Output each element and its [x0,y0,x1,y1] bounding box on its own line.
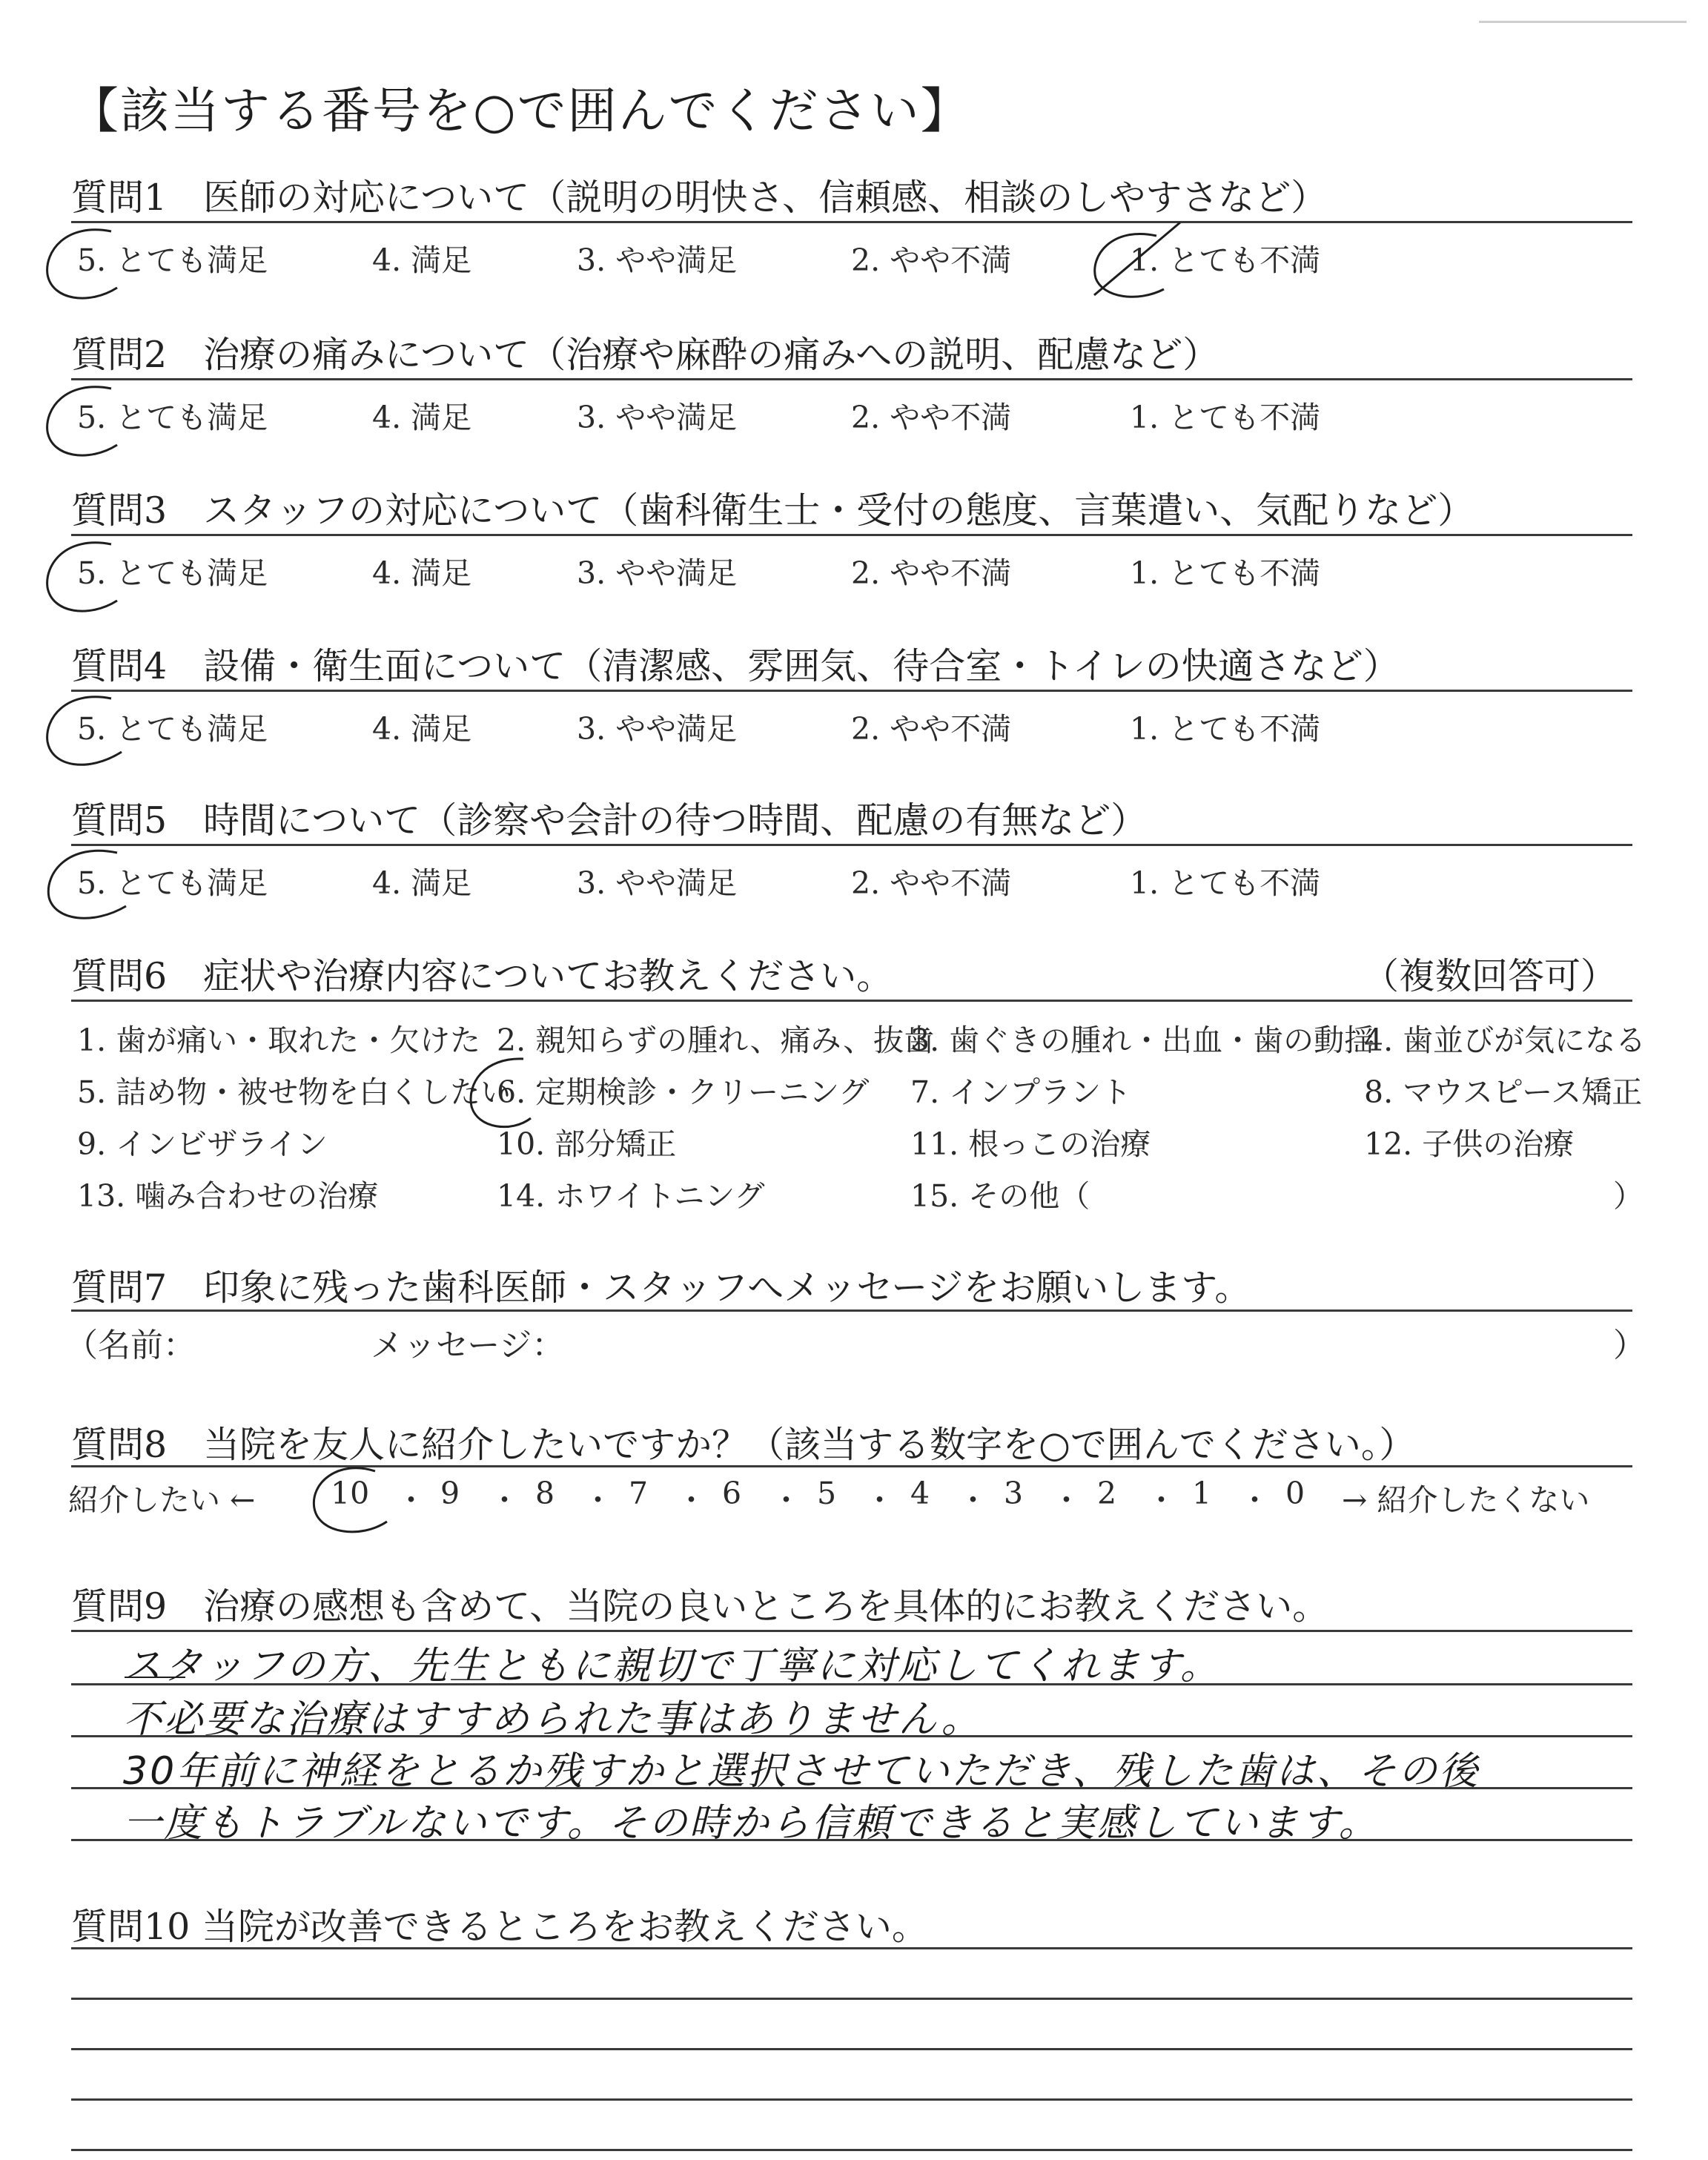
q3-option-3[interactable]: 3. やや満足 [577,555,738,591]
q8-dot: ・ [396,1482,426,1518]
question-6-rule [71,1000,1632,1002]
question-7-title: 質問7 印象に残った歯科医師・スタッフへメッセージをお願いします。 [71,1266,1251,1309]
question-10-rule-4 [71,2098,1632,2101]
q6-item-7[interactable]: 7. インプラント [910,1074,1132,1110]
question-5-title: 質問5 時間について（診察や会計の待つ時間、配慮の有無など） [71,799,1148,842]
q6-item-2[interactable]: 2. 親知らずの腫れ、痛み、抜歯 [497,1023,935,1058]
top-edge-line [1479,21,1687,23]
q4-option-4[interactable]: 4. 満足 [372,711,472,747]
q8-dot: ・ [1239,1482,1270,1518]
q8-score-6[interactable]: 6 [722,1476,742,1511]
question-6-note: （複数回答可） [1363,955,1618,997]
q8-dot: ・ [1146,1482,1176,1518]
q6-item-8[interactable]: 8. マウスピース矯正 [1364,1074,1643,1110]
question-2-rule [71,378,1632,380]
q6-item-13[interactable]: 13. 噛み合わせの治療 [77,1178,379,1214]
question-2-title: 質問2 治療の痛みについて（治療や麻酔の痛みへの説明、配慮など） [71,334,1219,376]
question-7-rule [71,1309,1632,1312]
q8-score-0[interactable]: 0 [1285,1476,1305,1511]
q8-right-label: → 紹介したくない [1342,1482,1590,1518]
q6-item-14[interactable]: 14. ホワイトニング [497,1178,765,1214]
q6-item-4[interactable]: 4. 歯並びが気になる [1364,1023,1646,1058]
q5-option-2[interactable]: 2. やや不満 [851,865,1012,901]
question-9-rule-1 [71,1630,1632,1632]
q3-option-1[interactable]: 1. とても不満 [1130,555,1321,591]
q6-item-5[interactable]: 5. 詰め物・被せ物を白くしたい [77,1074,512,1110]
question-10-rule-1 [71,1947,1632,1949]
q1-option-5[interactable]: 5. とても満足 [77,242,268,278]
question-10-title: 質問10 当院が改善できるところをお教えください。 [71,1906,928,1948]
q8-score-4[interactable]: 4 [910,1476,930,1511]
q8-score-8[interactable]: 8 [535,1476,555,1511]
question-3-title: 質問3 スタッフの対応について（歯科衛生士・受付の態度、言葉遣い、気配りなど） [71,489,1474,532]
question-4-rule [71,690,1632,692]
question-10-rule-3 [71,2048,1632,2050]
q8-score-10[interactable]: 10 [331,1476,370,1511]
q5-option-4[interactable]: 4. 満足 [372,865,472,901]
question-6-title: 質問6 症状や治療内容についてお教えください。 [71,955,893,997]
q6-item-9[interactable]: 9. インビザライン [77,1126,328,1162]
q9-answer-line-3: 30年前に神経をとるか残すかと選択させていただき、残した歯は、その後 [123,1749,1480,1794]
q7-message-label: メッセージ： [371,1327,565,1364]
q8-dot: ・ [489,1482,520,1518]
q4-option-2[interactable]: 2. やや不満 [851,711,1012,747]
question-10-rule-2 [71,1998,1632,2000]
q8-score-5[interactable]: 5 [817,1476,837,1511]
question-1-rule [71,221,1632,223]
q6-item-11[interactable]: 11. 根っこの治療 [910,1126,1151,1162]
question-10-rule-5 [71,2149,1632,2151]
q9-answer-line-1: スタッフの方、先生ともに親切で丁寧に対応してくれます。 [123,1644,1221,1688]
q4-option-5[interactable]: 5. とても満足 [77,711,268,747]
q8-dot: ・ [958,1482,988,1518]
question-5-rule [71,844,1632,846]
q8-dot: ・ [676,1482,706,1518]
q3-option-4[interactable]: 4. 満足 [372,555,472,591]
q4-option-1[interactable]: 1. とても不満 [1130,711,1321,747]
question-3-rule [71,534,1632,536]
q8-score-3[interactable]: 3 [1004,1476,1024,1511]
q8-score-2[interactable]: 2 [1097,1476,1117,1511]
q6-item-1[interactable]: 1. 歯が痛い・取れた・欠けた [77,1023,481,1058]
q6-item-15[interactable]: 15. その他（ [910,1178,1090,1214]
q6-item-15-close: ） [1613,1178,1644,1214]
q5-option-3[interactable]: 3. やや満足 [577,865,738,901]
q2-option-1[interactable]: 1. とても不満 [1130,400,1321,435]
q9-answer-line-2: 不必要な治療はすすめられた事はありません。 [123,1697,982,1742]
q7-close-paren: ） [1613,1327,1646,1364]
q2-option-5[interactable]: 5. とても満足 [77,400,268,435]
q8-dot: ・ [864,1482,895,1518]
question-8-rule [71,1465,1632,1467]
question-4-title: 質問4 設備・衛生面について（清潔感、雰囲気、待合室・トイレの快適さなど） [71,645,1400,687]
q2-option-4[interactable]: 4. 満足 [372,400,472,435]
question-1-title: 質問1 医師の対応について（説明の明快さ、信頼感、相談のしやすさなど） [71,176,1328,219]
q6-item-12[interactable]: 12. 子供の治療 [1364,1126,1575,1162]
q6-item-10[interactable]: 10. 部分矯正 [497,1126,677,1162]
q6-item-6[interactable]: 6. 定期検診・クリーニング [497,1074,870,1110]
q9-answer-line-4: 一度もトラブルないです。その時から信頼できると実感しています。 [123,1801,1380,1846]
q5-option-1[interactable]: 1. とても不満 [1130,865,1321,901]
q1-option-3[interactable]: 3. やや満足 [577,242,738,278]
q8-left-label: 紹介したい ← [68,1482,256,1518]
form-header: 【該当する番号を○で囲んでください】 [70,82,971,139]
q6-item-3[interactable]: 3. 歯ぐきの腫れ・出血・歯の動揺 [910,1023,1375,1058]
q1-option-1[interactable]: 1. とても不満 [1130,242,1321,278]
q7-name-label: （名前： [65,1327,196,1364]
q2-option-2[interactable]: 2. やや不満 [851,400,1012,435]
question-9-title: 質問9 治療の感想も含めて、当院の良いところを具体的にお教えください。 [71,1585,1329,1628]
q8-score-9[interactable]: 9 [440,1476,460,1511]
q8-dot: ・ [1051,1482,1082,1518]
q8-dot: ・ [583,1482,613,1518]
q3-option-2[interactable]: 2. やや不満 [851,555,1012,591]
q1-option-2[interactable]: 2. やや不満 [851,242,1012,278]
q1-option-4[interactable]: 4. 満足 [372,242,472,278]
q8-score-1[interactable]: 1 [1192,1476,1212,1511]
q3-option-5[interactable]: 5. とても満足 [77,555,268,591]
q8-score-7[interactable]: 7 [629,1476,649,1511]
q5-option-5[interactable]: 5. とても満足 [77,865,268,901]
question-8-title: 質問8 当院を友人に紹介したいですか？（該当する数字を○で囲んでください。） [71,1424,1416,1466]
q4-option-3[interactable]: 3. やや満足 [577,711,738,747]
q2-option-3[interactable]: 3. やや満足 [577,400,738,435]
q8-dot: ・ [771,1482,801,1518]
